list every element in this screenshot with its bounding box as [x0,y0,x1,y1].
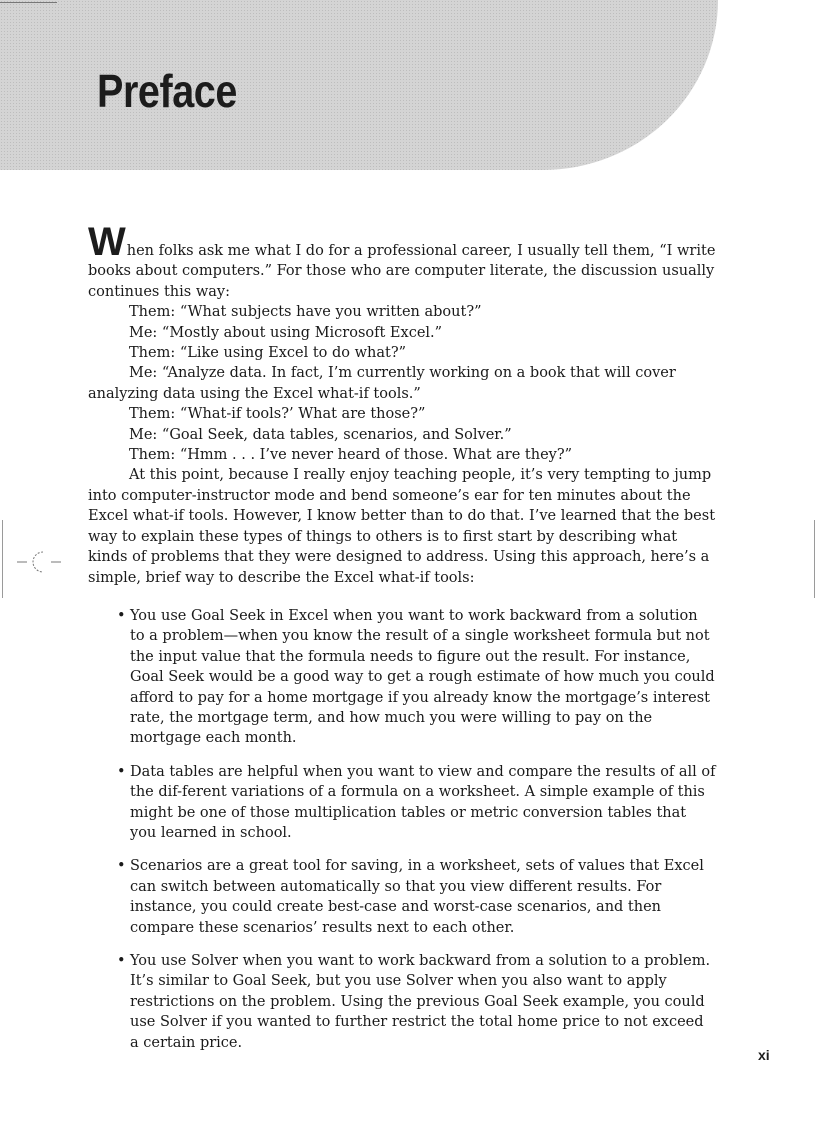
opening-paragraph-text: hen folks ask me what I do for a professional career, I usually tell them, “I write books about computers.” For those who are computer literate, the discussion usually continues this way: [88,243,716,300]
bullet-goal-seek: • You use Goal Seek in Excel when you want to work backward from a solution to a problem—when you know the result of a single worksheet formula but not the input value that the formula needs to figure out the result. For instance, Goal Seek would be a good way to get a rough estimate of how much you could afford to pay for a home mortgage if you already know the mortgage’s interest rate, the mortgage term, and how much you were willing to pay on the mortgage each month. [130,606,716,749]
left-margin-line [2,520,3,598]
dialogue-line: Me: “Mostly about using Microsoft Excel.” [129,324,443,341]
drop-cap: W [88,220,126,264]
dialogue-line: Me: “Analyze data. In fact, I’m currently working on a book that will cover analyzing data using the Excel what-if tools.” [88,365,676,402]
page-title: Preface [97,65,237,117]
preface-body [88,220,716,1066]
right-margin-line [814,520,815,598]
registration-mark-icon [17,549,63,575]
dialogue-line: Them: “Like using Excel to do what?” [129,345,407,362]
dialogue-line: Them: “What-if tools?’ What are those?” [129,406,426,423]
explanation-paragraph: At this point, because I really enjoy teaching people, it’s very tempting to jump into computer-instructor mode and bend someone’s ear for ten minutes about the Excel what-if tools. However, I know better than to do that. I’ve learned that the best way to explain these types of things to others is to first start by describing what kinds of problems that they were designed to address. Using this approach, here’s a simple, brief way to describe the Excel what-if tools: [88,467,716,586]
bullet-data-tables: • Data tables are helpful when you want to view and compare the results of all of the dif-ferent variations of a formula on a worksheet. A simple example of this might be one of those multiplication tables or metric conversion tables that you learned in school. [130,762,716,844]
dialogue-line: Them: “Hmm . . . I’ve never heard of those. What are they?” [129,447,573,464]
opening-paragraph [88,220,716,302]
what-if-tools-list [88,606,716,1053]
page-number: xi [758,1047,770,1063]
dialogue-line: Them: “What subjects have you written about?” [129,304,482,321]
bullet-scenarios: • Scenarios are a great tool for saving, in a worksheet, sets of values that Excel can switch between automatically so that you view different results. For instance, you could create best-case and worst-case scenarios, and then compare these scenarios’ results next to each other. [130,856,716,938]
bullet-solver: • You use Solver when you want to work backward from a solution to a problem. It’s similar to Goal Seek, but you use Solver when you also want to apply restrictions on the problem. Using the previous Goal Seek example, you could use Solver if you wanted to further restrict the total home price to not exceed a certain price. [130,951,716,1053]
top-rule [0,2,57,3]
dialogue-line: Me: “Goal Seek, data tables, scenarios, and Solver.” [129,426,512,443]
